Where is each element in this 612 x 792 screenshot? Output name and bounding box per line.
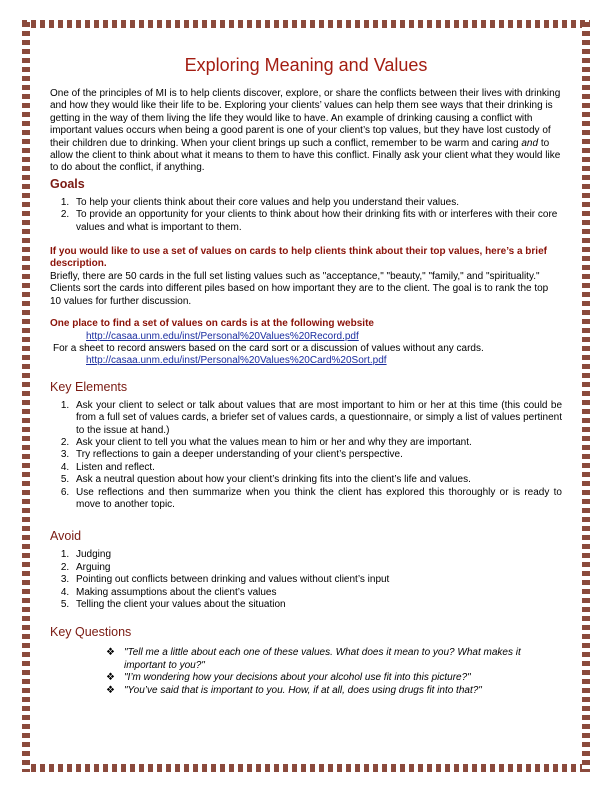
- list-item: 4. Making assumptions about the client’s values: [72, 587, 562, 599]
- sheet-text: For a sheet to record answers based on the card sort or a discussion of values without any cards.: [53, 342, 484, 354]
- decorative-border-bottom: [22, 764, 590, 772]
- key-questions-heading: Key Questions: [50, 625, 132, 640]
- list-item: 3. Try reflections to gain a deeper understanding of your client’s perspective.: [72, 449, 562, 461]
- intro-emphasis: and: [521, 137, 539, 149]
- key-elements-heading: Key Elements: [50, 379, 128, 394]
- intro-text: One of the principles of MI is to help clients discover, explore, or share the conflicts between their lives with drinking and how they would like their life to be. Exploring your clients’ values can help them see ways that their drinking is getting in the way of them living the life they would like to have. An example of drinking causing a conflict with important values occurs when being a good parent is one of your client’s top values, but they have lost custody of their children due to drinking. When your client brings up such a conflict, remember to be warm and caring: [50, 88, 561, 149]
- cards-heading: If you would like to use a set of values on cards to help clients think about their top values, here’s a brief description.: [50, 246, 547, 270]
- avoid-list: [50, 549, 562, 611]
- list-item: 5. Telling the client your values about the situation: [72, 599, 562, 611]
- list-item: ❖ "Tell me a little about each one of these values. What does it mean to you? What makes it important to you?": [106, 647, 521, 671]
- list-item: 1. Ask your client to select or talk about values that are most important to him or her at this time (this could be from a full set of values cards, a briefer set of values cards, a questionnaire, or simply a list of values pertinent to the issue at hand.): [72, 400, 562, 437]
- list-item: 1. Judging: [72, 549, 562, 561]
- intro-paragraph: [50, 88, 562, 175]
- list-item: 1. To help your clients think about their core values and help you understand their values.: [72, 197, 562, 209]
- list-item: 2. Arguing: [72, 562, 562, 574]
- goals-heading: Goals: [50, 176, 85, 191]
- decorative-border-right: [582, 22, 590, 772]
- list-item: 4. Listen and reflect.: [72, 462, 562, 474]
- list-item: 3. Pointing out conflicts between drinking and values without client’s input: [72, 574, 562, 586]
- key-elements-list: [50, 400, 562, 512]
- intro-text-end: to allow the client to think about what it means to them to have this conflict. Finally ask your client what they would like to do about the conflict, if anything.: [50, 137, 561, 174]
- list-item: ❖ "I’m wondering how your decisions about your alcohol use fit into this picture?": [106, 672, 471, 684]
- links-heading: One place to find a set of values on cards is at the following website: [50, 318, 374, 330]
- diamond-bullet-icon: ❖: [106, 684, 115, 696]
- list-item: 2. To provide an opportunity for your clients to think about how their drinking fits with or interferes with their core values and what is important to them.: [72, 209, 562, 234]
- page-title: Exploring Meaning and Values: [184, 55, 428, 75]
- decorative-border-top: [22, 20, 590, 28]
- diamond-bullet-icon: ❖: [106, 672, 115, 684]
- avoid-heading: Avoid: [50, 529, 82, 544]
- list-item: 5. Ask a neutral question about how your client’s drinking fits into the client’s life and values.: [72, 474, 562, 486]
- decorative-border-left: [22, 22, 30, 772]
- goals-list: [50, 197, 562, 234]
- list-item: ❖ "You’ve said that is important to you. How, if at all, does using drugs fit into that?": [106, 684, 482, 696]
- values-card-sort-link[interactable]: http://casaa.unm.edu/inst/Personal%20Values%20Card%20Sort.pdf: [86, 355, 387, 367]
- list-item: 6. Use reflections and then summarize when you think the client has explored this thoroughly or is ready to move to another topic.: [72, 487, 562, 512]
- diamond-bullet-icon: ❖: [106, 647, 115, 659]
- values-record-link[interactable]: http://casaa.unm.edu/inst/Personal%20Values%20Record.pdf: [86, 330, 359, 342]
- cards-description: Briefly, there are 50 cards in the full set listing values such as "acceptance," "beauty," "family," and "spirituality." Clients sort the cards into different piles based on how important they are to the client. The goal is to rank the top 10 values for further discussion.: [50, 270, 549, 307]
- key-questions-list: [50, 647, 562, 697]
- list-item: 2. Ask your client to tell you what the values mean to him or her and why they are important.: [72, 437, 562, 449]
- document-page: [50, 55, 562, 697]
